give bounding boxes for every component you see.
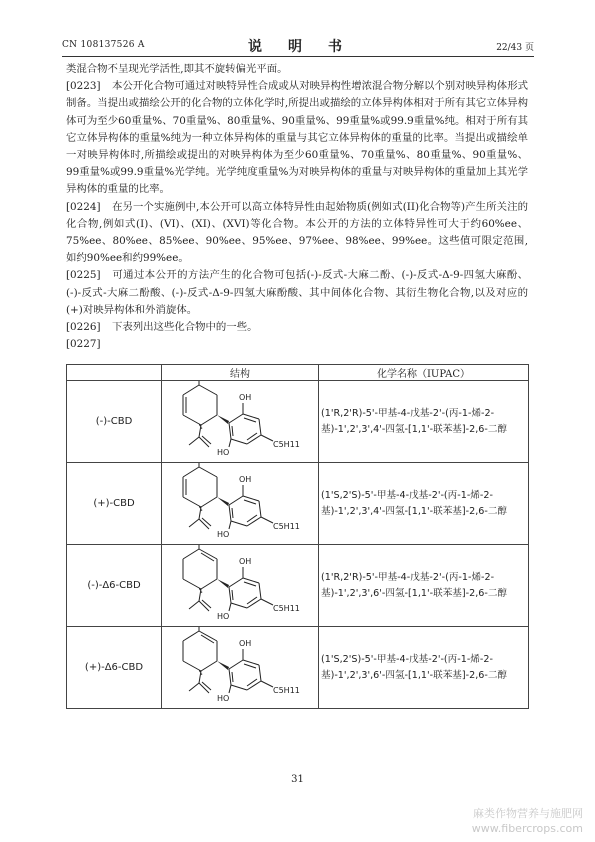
- bond: [199, 589, 201, 601]
- bond: [201, 415, 217, 425]
- bond: [247, 681, 261, 690]
- bond: [259, 501, 261, 517]
- bond: [261, 681, 273, 687]
- bond: [247, 517, 261, 526]
- paragraph-number: [0227]: [66, 338, 101, 351]
- page-header: [62, 36, 534, 54]
- bond: [229, 496, 243, 505]
- label-oh: OH: [239, 557, 252, 566]
- table-row: [67, 627, 529, 709]
- bond: [229, 505, 231, 521]
- structure-cell: [162, 545, 319, 627]
- bond: [232, 508, 233, 518]
- structure-diagram: [162, 545, 318, 626]
- wedge-bond: [217, 497, 229, 506]
- bond: [201, 579, 217, 589]
- label-ho: HO: [217, 694, 230, 703]
- paragraph: [66, 336, 528, 353]
- bond: [183, 631, 199, 641]
- paragraph: [0224] 在另一个实施例中,本公开可以高立体特异性由起始物质(例如式(II)化合物等)产生所关注的化合物,例如式(I)、(VI)、(XI)、(XVI)等化合物。本公开的方法的立体特异性可大于约60%ee、75%ee、80%ee、85%ee、90%ee、95%ee、97%ee、98%ee、99%ee。这些值可限定范围,如约90%ee和约99%ee。: [66, 200, 528, 265]
- bond: [259, 419, 261, 435]
- bond: [199, 507, 201, 519]
- table-row: [67, 381, 529, 463]
- bond: [244, 418, 256, 422]
- bond: [189, 601, 199, 609]
- paragraph-number: [0224]: [66, 200, 101, 213]
- col-header-structure: 结构: [162, 365, 319, 381]
- bond: [229, 587, 231, 603]
- paragraph: [0226] 下表列出这些化合物中的一些。: [66, 319, 528, 336]
- bond: [229, 603, 231, 611]
- bond: [231, 685, 247, 690]
- bond: [183, 497, 201, 507]
- bond: [183, 549, 199, 559]
- iupac-name: (1'S,2'S)-5'-甲基-4-戊基-2'-(丙-1-烯-2-基)-1',2',3',4'-四氢-[1,1'-联苯基]-2,6-二醇: [319, 463, 529, 545]
- bond: [183, 579, 201, 589]
- bond: [199, 467, 217, 477]
- bond: [199, 601, 209, 611]
- watermark: 麻类作物营养与施肥网 www.fibercrops.com: [471, 807, 583, 835]
- label-ho: HO: [217, 612, 230, 621]
- table-row: [67, 545, 529, 627]
- label-pentyl: C5H11: [273, 522, 300, 531]
- bond: [199, 683, 209, 693]
- bond: [232, 672, 233, 682]
- wedge-bond: [217, 661, 229, 670]
- label-ho: HO: [217, 448, 230, 457]
- bond: [229, 669, 231, 685]
- bond: [229, 439, 231, 447]
- paragraph: [0223] 本公开化合物可通过对映特异性合成或从对映异构性增浓混合物分解以个别对映异构体形式制备。当提出或描绘公开的化合物的立体化学时,所提出或描绘的立体异构体相对于所有其它立体异构体可为至少60重量%、70重量%、80重量%、90重量%、99重量%或99.9重量%纯。相对于所有其它立体异构体的重量%纯为一种立体异构体的重量与其它立体异构体的重量的比率。当提出或描绘单一对映异构体时,所描绘或提出的对映异构体为至少60重量%、70重量%、80重量%、90重量%、99重量%或99.9重量%光学纯。光学纯度重量%为对映异构体的重量与对映异构体的重量加上其光学异构体的重量的比率。: [66, 80, 528, 196]
- bond: [231, 439, 247, 444]
- bond: [199, 671, 201, 683]
- bond: [261, 599, 273, 605]
- bond: [244, 664, 256, 668]
- bond: [183, 385, 199, 395]
- bond: [229, 423, 231, 439]
- bond: [259, 665, 261, 681]
- bond: [229, 685, 231, 693]
- bond: [229, 521, 231, 529]
- table-row: [67, 463, 529, 545]
- bond: [244, 500, 256, 504]
- table-header-row: [67, 365, 529, 381]
- bond: [261, 435, 273, 441]
- bond: [229, 578, 243, 587]
- bond: [229, 660, 243, 669]
- bond: [183, 661, 201, 671]
- bond: [201, 661, 217, 671]
- bond: [259, 583, 261, 599]
- page-count: 22/43 页: [496, 43, 534, 53]
- structure-diagram: [162, 463, 318, 544]
- wedge-bond: [217, 579, 229, 588]
- wedge-bond: [217, 415, 229, 424]
- bond: [202, 682, 211, 690]
- iupac-name: (1'R,2'R)-5'-甲基-4-戊基-2'-(丙-1-烯-2-基)-1',2',3',4'-四氢-[1,1'-联苯基]-2,6-二醇: [319, 381, 529, 463]
- bond: [189, 519, 199, 527]
- iupac-name: (1'R,2'R)-5'-甲基-4-戊基-2'-(丙-1-烯-2-基)-1',2',3',6'-四氢-[1,1'-联苯基]-2,6-二醇: [319, 545, 529, 627]
- bond: [232, 590, 233, 600]
- label-pentyl: C5H11: [273, 604, 300, 613]
- body-text: [66, 61, 528, 353]
- header-divider: [62, 56, 534, 57]
- bond: [247, 435, 261, 444]
- structure-cell: [162, 381, 319, 463]
- compound-name: (+)-Δ6-CBD: [67, 627, 162, 709]
- bond: [247, 599, 261, 608]
- label-oh: OH: [239, 393, 252, 402]
- bond: [199, 437, 209, 447]
- bond: [202, 436, 211, 444]
- bond: [199, 385, 217, 395]
- publication-number: CN 108137526 A: [62, 40, 145, 50]
- document-title: 说 明 书: [248, 39, 348, 55]
- paragraph-number: [0226]: [66, 321, 101, 334]
- structure-cell: [162, 627, 319, 709]
- compound-name: (-)-CBD: [67, 381, 162, 463]
- bond: [189, 437, 199, 445]
- label-oh: OH: [239, 475, 252, 484]
- bond: [183, 467, 199, 477]
- bond: [199, 519, 209, 529]
- page-number: 31: [291, 774, 304, 785]
- paragraph-number: [0223]: [66, 80, 101, 93]
- compound-table: [66, 364, 529, 709]
- bond: [189, 683, 199, 691]
- bond: [231, 603, 247, 608]
- bond: [199, 425, 201, 437]
- paragraph: 类混合物不呈现光学活性,即其不旋转偏光平面。: [66, 63, 288, 75]
- paragraph: [0225] 可通过本公开的方法产生的化合物可包括(-)-反式-大麻二酚、(-)-反式-Δ-9-四氢大麻酚、(-)-反式-大麻二酚酸、(-)-反式-Δ-9-四氢大麻酚酸、其中间体化合物、其衍生物化合物,以及对应的(+)对映异构体和外消旋体。: [66, 269, 528, 316]
- col-header-iupac: 化学名称（IUPAC）: [319, 365, 529, 381]
- structure-cell: [162, 463, 319, 545]
- label-pentyl: C5H11: [273, 440, 300, 449]
- bond: [202, 600, 211, 608]
- label-pentyl: C5H11: [273, 686, 300, 695]
- structure-diagram: [162, 627, 318, 708]
- bond: [231, 521, 247, 526]
- bond: [201, 497, 217, 507]
- compound-name: (-)-Δ6-CBD: [67, 545, 162, 627]
- structure-diagram: [162, 381, 318, 462]
- label-oh: OH: [239, 639, 252, 648]
- label-ho: HO: [217, 530, 230, 539]
- col-header-name: [67, 365, 162, 381]
- bond: [202, 518, 211, 526]
- paragraph-number: [0225]: [66, 269, 101, 282]
- bond: [244, 582, 256, 586]
- bond: [261, 517, 273, 523]
- compound-name: (+)-CBD: [67, 463, 162, 545]
- bond: [183, 415, 201, 425]
- iupac-name: (1'S,2'S)-5'-甲基-4-戊基-2'-(丙-1-烯-2-基)-1',2',3',6'-四氢-[1,1'-联苯基]-2,6-二醇: [319, 627, 529, 709]
- bond: [229, 414, 243, 423]
- bond: [232, 426, 233, 436]
